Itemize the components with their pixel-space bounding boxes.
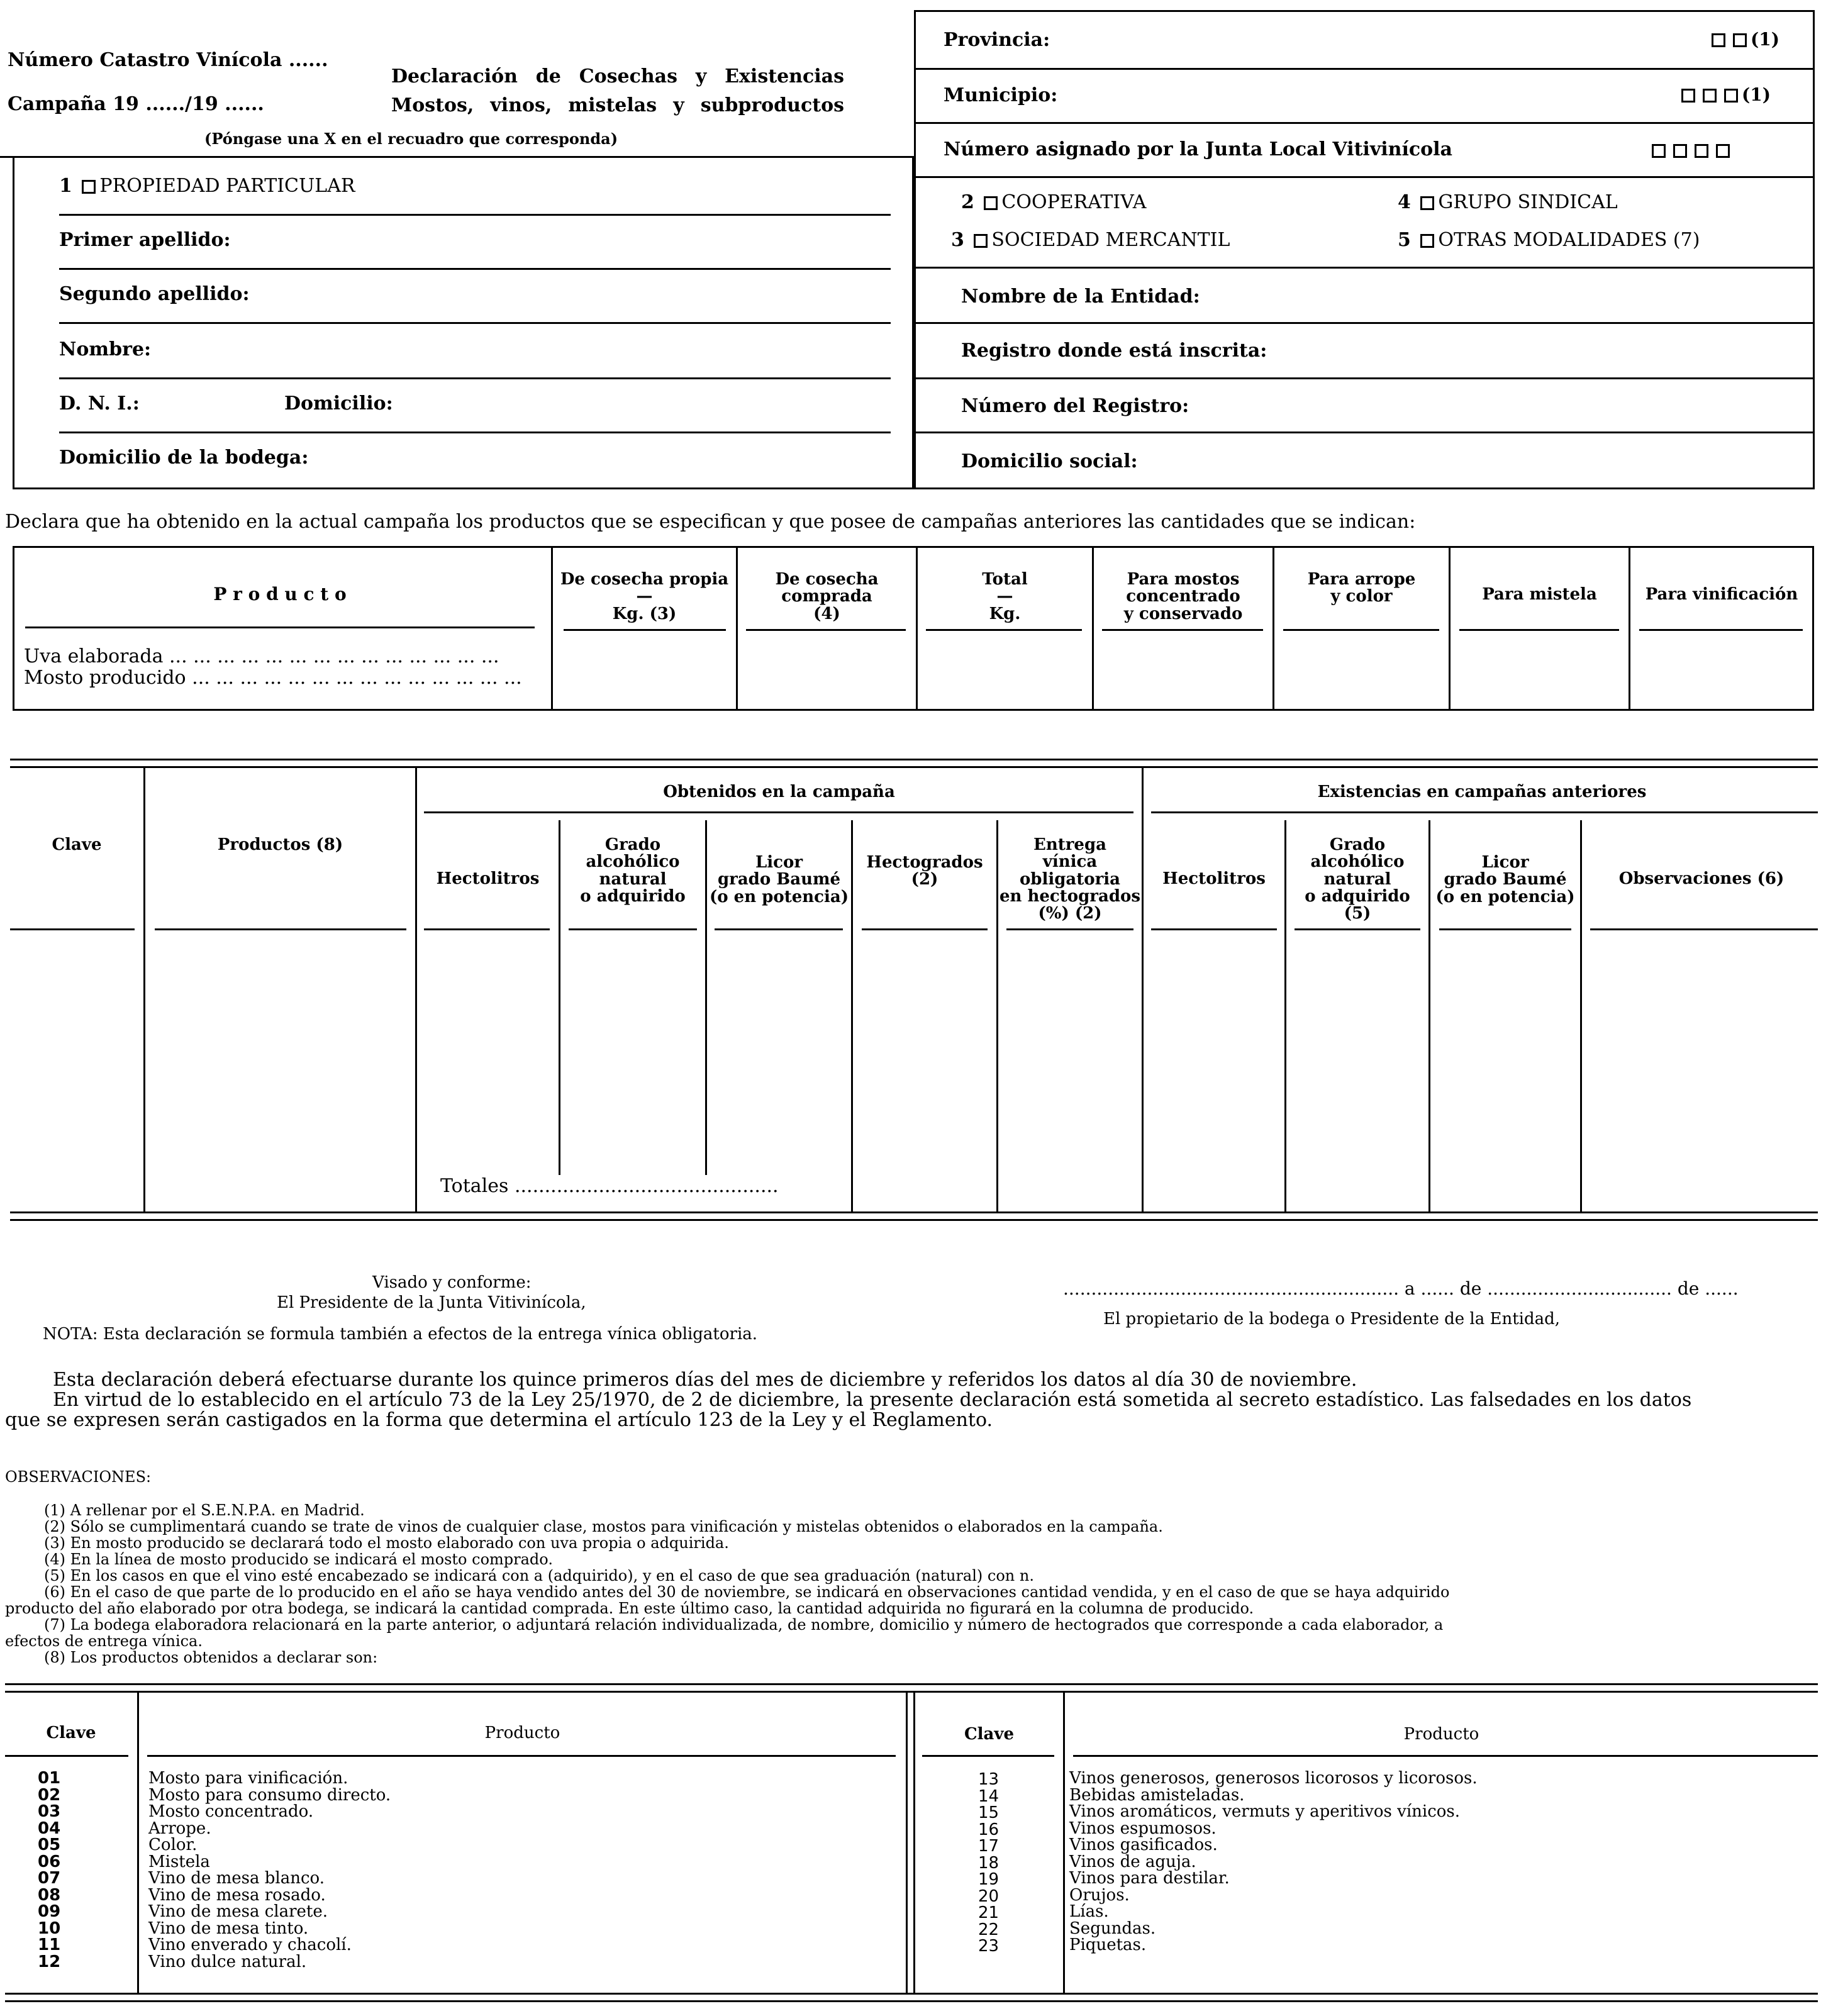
option-cooperativa[interactable]: 2 COOPERATIVA [961,191,1147,213]
exi-col-hectolitros: Hectolitros [1162,869,1266,888]
product-name: Vino enverado y chacolí. [148,1935,352,1954]
code: 14 [978,1786,1000,1806]
product-name: Vino de mesa blanco. [148,1869,325,1888]
option-propiedad-particular[interactable]: 1 PROPIEDAD PARTICULAR [59,175,355,197]
obs-line-3: (3) En mosto producido se declarará todo el mosto elaborado con uva propia o adquirida. [44,1534,729,1552]
uva-col-mistela: Para mistela [1482,585,1597,604]
prod-right-clave-header: Clave [964,1725,1015,1744]
registro-inscrita-field[interactable]: Registro donde está inscrita: [961,340,1267,362]
product-name: Vinos de aguja. [1069,1852,1196,1871]
code: 05 [38,1835,61,1854]
uva-col-arrope-color: Para arrope y color [1307,570,1416,606]
provincia-code-boxes[interactable]: (1) [1708,29,1779,50]
obt-col-grado: Grado alcohólico natural o adquirido [580,835,686,906]
code: 01 [38,1769,61,1788]
code: 04 [38,1818,61,1838]
numero-junta-label: Número asignado por la Junta Local Vitivinícola [944,138,1452,160]
obs-line-1: (1) A rellenar por el S.E.N.P.A. en Madrid. [44,1501,365,1519]
code: 03 [38,1802,61,1821]
prod-left-names [148,1770,897,1970]
declaration-title-line2: Mostos, vinos, mistelas y subproductos [391,94,844,116]
product-name: Mistela [148,1852,210,1871]
exi-col-licor: Licor grado Baumé (o en potencia) [1435,853,1575,906]
campana-label: Campaña 19 ....../19 ...... [8,93,264,115]
product-name: Vinos generosos, generosos licorosos y licorosos. [1069,1769,1478,1788]
obs-line-2: (2) Sólo se cumplimentará cuando se trate de vinos de cualquier clase, mostos para vinificación y mistelas obtenidos o elaborados en la campaña. [44,1518,1163,1535]
code: 11 [38,1935,61,1954]
checkbox-hint: (Póngase una X en el recuadro que corresponda) [204,130,618,148]
product-name: Vino de mesa clarete. [148,1902,328,1921]
domicilio-bodega-field[interactable]: Domicilio de la bodega: [59,447,309,469]
propietario-label: El propietario de la bodega o Presidente de la Entidad, [1103,1310,1561,1328]
prod-left-clave-header: Clave [46,1724,96,1742]
obs-line-6: (6) En el caso de que parte de lo producido en el año se haya vendido antes del 30 de noviembre, se indicará en observaciones cantidad vendida, y en el caso de que se haya adquirido [44,1583,1450,1601]
obt-col-licor: Licor grado Baumé (o en potencia) [709,853,849,906]
code: 15 [978,1803,1000,1822]
obs-line-4: (4) En la línea de mosto producido se indicará el mosto comprado. [44,1551,553,1568]
code: 13 [978,1770,1000,1789]
primer-apellido-field[interactable]: Primer apellido: [59,229,231,251]
product-name: Vino de mesa tinto. [148,1919,309,1938]
prod-left-codes [38,1770,94,1970]
obs-line-7b: efectos de entrega vínica. [5,1632,203,1650]
obt-col-hectolitros: Hectolitros [436,869,540,888]
observaciones-title: OBSERVACIONES: [5,1468,152,1486]
code: 18 [978,1853,1000,1873]
presidente-junta-label: El Presidente de la Junta Vitivinícola, [277,1293,586,1312]
product-name: Vinos para destilar. [1069,1869,1230,1888]
code: 22 [978,1920,1000,1939]
product-name: Bebidas amisteladas. [1069,1785,1245,1805]
municipio-label: Municipio: [944,84,1058,106]
uva-elaborada-row: Uva elaborada ... ... ... ... ... ... ... ... ... ... ... ... ... ... [24,645,499,667]
uva-col-total: Total — Kg. [982,570,1028,623]
observaciones-list [5,1501,1818,1666]
exi-col-observaciones: Observaciones (6) [1618,869,1785,888]
product-name: Vinos gasificados. [1069,1835,1218,1854]
product-name: Vino dulce natural. [148,1952,307,1971]
dni-field[interactable]: D. N. I.: [59,393,140,415]
code: 09 [38,1902,61,1921]
code: 02 [38,1785,61,1805]
provincia-label: Provincia: [944,29,1050,51]
date-line[interactable]: ............................................................ a ...... de ................................. de ...... [1063,1278,1739,1299]
uva-col-cosecha-propia: De cosecha propia — Kg. (3) [560,570,729,623]
main-col-productos: Productos (8) [217,835,343,854]
domicilio-social-field[interactable]: Domicilio social: [961,450,1138,472]
code: 19 [978,1870,1000,1889]
main-col-clave: Clave [52,835,102,854]
product-name: Piquetas. [1069,1935,1147,1954]
obtenidos-header: Obtenidos en la campaña [663,782,895,801]
instruction-3: que se expresen serán castigados en la forma que determina el artículo 123 de la Ley y el Reglamento. [5,1409,993,1431]
domicilio-field[interactable]: Domicilio: [284,393,393,415]
obs-line-5: (5) En los casos en que el vino esté encabezado se indicará con a (adquirido), y en el caso de que sea graduación (natural) con n. [44,1567,1034,1584]
code: 06 [38,1852,61,1871]
declaration-title-line1: Declaración de Cosechas y Existencias [391,65,844,87]
product-name: Orujos. [1069,1885,1130,1905]
product-name: Vinos aromáticos, vermuts y aperitivos vínicos. [1069,1802,1461,1821]
obs-line-8: (8) Los productos obtenidos a declarar son: [44,1649,378,1666]
mosto-producido-row: Mosto producido ... ... ... ... ... ... ... ... ... ... ... ... ... ... [24,667,522,689]
segundo-apellido-field[interactable]: Segundo apellido: [59,283,250,305]
product-name: Color. [148,1835,198,1854]
product-name: Vino de mesa rosado. [148,1885,326,1905]
instruction-2: En virtud de lo establecido en el artículo 73 de la Ley 25/1970, de 2 de diciembre, la presente declaración está sometida al secreto estadístico. Las falsedades en los datos [53,1389,1692,1411]
uva-col-vinificacion: Para vinificación [1645,585,1798,604]
prod-right-codes [978,1771,1035,1955]
product-name: Mosto para consumo directo. [148,1785,391,1805]
option-grupo-sindical[interactable]: 4 GRUPO SINDICAL [1398,191,1618,213]
obs-line-6b: producto del año elaborado por otra bodega, se indicará la cantidad comprada. En este último caso, la cantidad adquirida no figurará en la columna de producido. [5,1600,1254,1617]
numero-junta-boxes[interactable] [1648,140,1734,160]
code: 21 [978,1903,1000,1922]
product-name: Vinos espumosos. [1069,1818,1217,1838]
code: 17 [978,1837,1000,1856]
product-name: Arrope. [148,1818,211,1838]
product-name: Mosto concentrado. [148,1802,314,1821]
uva-producto-header: P r o d u c t o [213,584,347,604]
obs-line-7: (7) La bodega elaboradora relacionará en la parte anterior, o adjuntará relación individualizada, de nombre, domicilio y número de hectogrados que corresponde a cada elaborador, a [44,1616,1444,1634]
nombre-entidad-field[interactable]: Nombre de la Entidad: [961,286,1200,308]
visado-label: Visado y conforme: [372,1273,532,1292]
nota-text: NOTA: Esta declaración se formula también a efectos de la entrega vínica obligatoria. [43,1325,758,1344]
nombre-field[interactable]: Nombre: [59,338,152,360]
option-sociedad-mercantil[interactable]: 3 SOCIEDAD MERCANTIL [951,229,1230,251]
municipio-code-boxes[interactable]: (1) [1678,84,1771,105]
uva-col-mostos-concentrado: Para mostos concentrado y conservado [1123,570,1243,623]
obt-col-hectogrados: Hectogrados (2) [866,853,983,889]
code: 10 [38,1919,61,1938]
product-name: Segundas. [1069,1919,1156,1938]
obt-col-entrega-vinica: Entrega vínica obligatoria en hectogrados (%) (2) [999,835,1140,923]
code: 20 [978,1886,1000,1906]
prod-right-names [1069,1770,1812,1954]
instruction-1: Esta declaración deberá efectuarse durante los quince primeros días del mes de diciembre y referidos los datos al día 30 de noviembre. [53,1369,1357,1391]
code: 12 [38,1952,61,1971]
catastro-label: Número Catastro Vinícola ...... [8,49,328,71]
declara-statement: Declara que ha obtenido en la actual campaña los productos que se especifican y que posee de campañas anteriores las cantidades que se indican: [5,511,1416,533]
exi-col-grado: Grado alcohólico natural o adquirido (5) [1305,835,1410,923]
prod-left-producto-header: Producto [484,1724,560,1742]
existencias-header: Existencias en campañas anteriores [1317,782,1647,801]
totales-label: Totales ............................................ [440,1175,779,1197]
code: 16 [978,1820,1000,1839]
numero-registro-field[interactable]: Número del Registro: [961,395,1189,417]
option-otras-modalidades[interactable]: 5 OTRAS MODALIDADES (7) [1398,229,1700,251]
code: 07 [38,1869,61,1888]
product-name: Lías. [1069,1902,1109,1921]
uva-col-cosecha-comprada: De cosecha comprada (4) [775,570,879,623]
prod-right-producto-header: Producto [1403,1725,1479,1744]
product-name: Mosto para vinificación. [148,1769,348,1788]
code: 23 [978,1937,1000,1956]
code: 08 [38,1885,61,1905]
